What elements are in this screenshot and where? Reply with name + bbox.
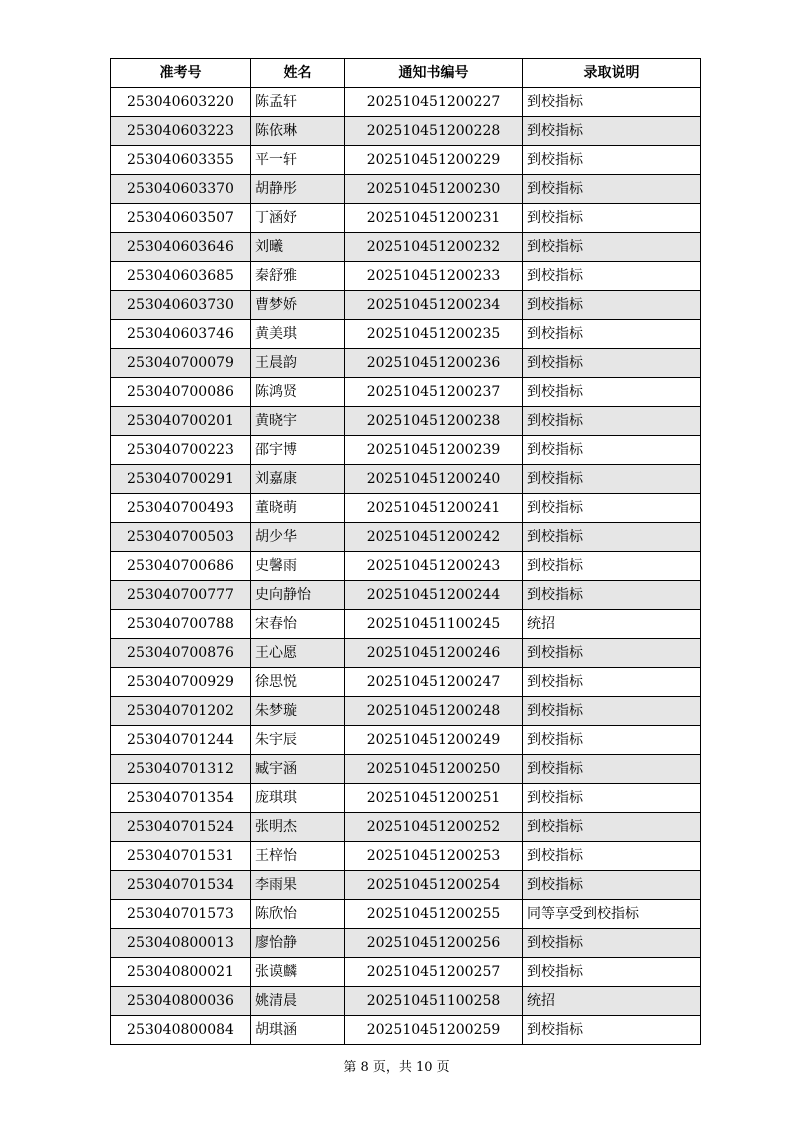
admission-note-cell: 到校指标 <box>523 581 701 610</box>
name-cell: 宋春怡 <box>251 610 345 639</box>
notice-number-cell: 202510451100245 <box>345 610 523 639</box>
name-cell: 史馨雨 <box>251 552 345 581</box>
name-cell: 王梓怡 <box>251 842 345 871</box>
name-cell: 陈依琳 <box>251 117 345 146</box>
notice-number-cell: 202510451200247 <box>345 668 523 697</box>
admission-note-cell: 到校指标 <box>523 378 701 407</box>
admission-note-cell: 到校指标 <box>523 291 701 320</box>
name-cell: 黄晓宇 <box>251 407 345 436</box>
table-row <box>111 697 701 726</box>
name-cell: 邵宇博 <box>251 436 345 465</box>
table-row <box>111 378 701 407</box>
name-cell: 陈孟轩 <box>251 88 345 117</box>
admission-note-cell: 到校指标 <box>523 436 701 465</box>
admission-note-cell: 到校指标 <box>523 494 701 523</box>
notice-number-cell: 202510451200238 <box>345 407 523 436</box>
admission-note-cell: 到校指标 <box>523 88 701 117</box>
name-cell: 姚清晨 <box>251 987 345 1016</box>
exam-id-cell: 253040603223 <box>111 117 251 146</box>
name-cell: 平一轩 <box>251 146 345 175</box>
exam-id-cell: 253040700291 <box>111 465 251 494</box>
admission-note-cell: 到校指标 <box>523 813 701 842</box>
table-row <box>111 175 701 204</box>
table-row <box>111 929 701 958</box>
name-cell: 陈欣怡 <box>251 900 345 929</box>
exam-id-cell: 253040603220 <box>111 88 251 117</box>
table-row <box>111 871 701 900</box>
admission-note-cell: 到校指标 <box>523 552 701 581</box>
table-row <box>111 726 701 755</box>
name-cell: 丁涵妤 <box>251 204 345 233</box>
notice-number-cell: 202510451200233 <box>345 262 523 291</box>
exam-id-cell: 253040603370 <box>111 175 251 204</box>
admission-note-cell: 到校指标 <box>523 320 701 349</box>
notice-number-cell: 202510451200246 <box>345 639 523 668</box>
admission-note-cell: 到校指标 <box>523 668 701 697</box>
table-row <box>111 813 701 842</box>
admission-note-cell: 统招 <box>523 987 701 1016</box>
table-row <box>111 117 701 146</box>
notice-number-cell: 202510451200230 <box>345 175 523 204</box>
table-row <box>111 639 701 668</box>
table-row <box>111 146 701 175</box>
name-cell: 张谟麟 <box>251 958 345 987</box>
admission-note-cell: 到校指标 <box>523 407 701 436</box>
admission-note-cell: 到校指标 <box>523 697 701 726</box>
exam-id-cell: 253040800084 <box>111 1016 251 1045</box>
admission-table <box>110 58 701 1045</box>
name-cell: 胡静彤 <box>251 175 345 204</box>
exam-id-cell: 253040701312 <box>111 755 251 784</box>
table-body <box>111 88 701 1045</box>
table-row <box>111 668 701 697</box>
notice-number-cell: 202510451100258 <box>345 987 523 1016</box>
notice-number-cell: 202510451200231 <box>345 204 523 233</box>
admission-note-cell: 到校指标 <box>523 117 701 146</box>
admission-note-cell: 到校指标 <box>523 349 701 378</box>
table-row <box>111 233 701 262</box>
notice-number-cell: 202510451200252 <box>345 813 523 842</box>
name-cell: 史向静怡 <box>251 581 345 610</box>
notice-number-cell: 202510451200244 <box>345 581 523 610</box>
notice-number-cell: 202510451200239 <box>345 436 523 465</box>
admission-note-cell: 到校指标 <box>523 639 701 668</box>
exam-id-cell: 253040700876 <box>111 639 251 668</box>
exam-id-cell: 253040700086 <box>111 378 251 407</box>
exam-id-cell: 253040700201 <box>111 407 251 436</box>
exam-id-cell: 253040701524 <box>111 813 251 842</box>
table-row <box>111 320 701 349</box>
table-row <box>111 494 701 523</box>
name-cell: 王晨韵 <box>251 349 345 378</box>
notice-number-cell: 202510451200229 <box>345 146 523 175</box>
admission-note-cell: 到校指标 <box>523 262 701 291</box>
exam-id-cell: 253040700929 <box>111 668 251 697</box>
exam-id-cell: 253040701534 <box>111 871 251 900</box>
notice-number-cell: 202510451200232 <box>345 233 523 262</box>
name-cell: 陈鸿贤 <box>251 378 345 407</box>
name-cell: 张明杰 <box>251 813 345 842</box>
table-row <box>111 958 701 987</box>
exam-id-cell: 253040603507 <box>111 204 251 233</box>
table-row <box>111 784 701 813</box>
admission-note-cell: 到校指标 <box>523 1016 701 1045</box>
exam-id-cell: 253040701531 <box>111 842 251 871</box>
header-exam-id: 准考号 <box>111 59 251 88</box>
exam-id-cell: 253040800036 <box>111 987 251 1016</box>
notice-number-cell: 202510451200251 <box>345 784 523 813</box>
notice-number-cell: 202510451200253 <box>345 842 523 871</box>
exam-id-cell: 253040701573 <box>111 900 251 929</box>
admission-note-cell: 到校指标 <box>523 871 701 900</box>
name-cell: 庞琪琪 <box>251 784 345 813</box>
exam-id-cell: 253040701354 <box>111 784 251 813</box>
notice-number-cell: 202510451200228 <box>345 117 523 146</box>
exam-id-cell: 253040700788 <box>111 610 251 639</box>
admission-note-cell: 到校指标 <box>523 784 701 813</box>
notice-number-cell: 202510451200237 <box>345 378 523 407</box>
notice-number-cell: 202510451200255 <box>345 900 523 929</box>
page-footer: 第 8 页，共 10 页 <box>343 1060 450 1075</box>
admission-note-cell: 到校指标 <box>523 204 701 233</box>
table-row <box>111 755 701 784</box>
exam-id-cell: 253040603355 <box>111 146 251 175</box>
admission-note-cell: 同等享受到校指标 <box>523 900 701 929</box>
exam-id-cell: 253040700493 <box>111 494 251 523</box>
table-row <box>111 552 701 581</box>
exam-id-cell: 253040800021 <box>111 958 251 987</box>
admission-note-cell: 到校指标 <box>523 233 701 262</box>
exam-id-cell: 253040603646 <box>111 233 251 262</box>
table-row <box>111 1016 701 1045</box>
notice-number-cell: 202510451200241 <box>345 494 523 523</box>
table-row <box>111 900 701 929</box>
notice-number-cell: 202510451200235 <box>345 320 523 349</box>
table-row <box>111 262 701 291</box>
exam-id-cell: 253040700079 <box>111 349 251 378</box>
exam-id-cell: 253040700503 <box>111 523 251 552</box>
notice-number-cell: 202510451200242 <box>345 523 523 552</box>
exam-id-cell: 253040701244 <box>111 726 251 755</box>
name-cell: 朱梦璇 <box>251 697 345 726</box>
admission-note-cell: 统招 <box>523 610 701 639</box>
name-cell: 徐思悦 <box>251 668 345 697</box>
exam-id-cell: 253040800013 <box>111 929 251 958</box>
notice-number-cell: 202510451200240 <box>345 465 523 494</box>
notice-number-cell: 202510451200236 <box>345 349 523 378</box>
exam-id-cell: 253040700223 <box>111 436 251 465</box>
notice-number-cell: 202510451200234 <box>345 291 523 320</box>
admission-note-cell: 到校指标 <box>523 465 701 494</box>
admission-note-cell: 到校指标 <box>523 958 701 987</box>
name-cell: 胡琪涵 <box>251 1016 345 1045</box>
header-notice-number: 通知书编号 <box>345 59 523 88</box>
table-row <box>111 987 701 1016</box>
exam-id-cell: 253040701202 <box>111 697 251 726</box>
admission-note-cell: 到校指标 <box>523 842 701 871</box>
name-cell: 刘曦 <box>251 233 345 262</box>
name-cell: 胡少华 <box>251 523 345 552</box>
notice-number-cell: 202510451200257 <box>345 958 523 987</box>
notice-number-cell: 202510451200259 <box>345 1016 523 1045</box>
table-row <box>111 291 701 320</box>
name-cell: 刘嘉康 <box>251 465 345 494</box>
name-cell: 廖怡静 <box>251 929 345 958</box>
name-cell: 董晓萌 <box>251 494 345 523</box>
notice-number-cell: 202510451200250 <box>345 755 523 784</box>
admission-note-cell: 到校指标 <box>523 146 701 175</box>
header-admission-note: 录取说明 <box>523 59 701 88</box>
table-row <box>111 407 701 436</box>
notice-number-cell: 202510451200243 <box>345 552 523 581</box>
notice-number-cell: 202510451200248 <box>345 697 523 726</box>
table-row <box>111 204 701 233</box>
table-row <box>111 581 701 610</box>
exam-id-cell: 253040603730 <box>111 291 251 320</box>
admission-note-cell: 到校指标 <box>523 929 701 958</box>
name-cell: 黄美琪 <box>251 320 345 349</box>
exam-id-cell: 253040700686 <box>111 552 251 581</box>
name-cell: 曹梦娇 <box>251 291 345 320</box>
header-name: 姓名 <box>251 59 345 88</box>
table-row <box>111 349 701 378</box>
table-row <box>111 88 701 117</box>
admission-note-cell: 到校指标 <box>523 755 701 784</box>
table-row <box>111 610 701 639</box>
admission-note-cell: 到校指标 <box>523 175 701 204</box>
notice-number-cell: 202510451200256 <box>345 929 523 958</box>
table-row <box>111 523 701 552</box>
table-row <box>111 436 701 465</box>
notice-number-cell: 202510451200254 <box>345 871 523 900</box>
name-cell: 李雨果 <box>251 871 345 900</box>
exam-id-cell: 253040603746 <box>111 320 251 349</box>
name-cell: 王心愿 <box>251 639 345 668</box>
notice-number-cell: 202510451200249 <box>345 726 523 755</box>
admission-note-cell: 到校指标 <box>523 726 701 755</box>
exam-id-cell: 253040603685 <box>111 262 251 291</box>
table-row <box>111 465 701 494</box>
name-cell: 臧宇涵 <box>251 755 345 784</box>
admission-note-cell: 到校指标 <box>523 523 701 552</box>
notice-number-cell: 202510451200227 <box>345 88 523 117</box>
exam-id-cell: 253040700777 <box>111 581 251 610</box>
table-row <box>111 842 701 871</box>
table-header-row <box>111 59 701 88</box>
name-cell: 朱宇辰 <box>251 726 345 755</box>
name-cell: 秦舒雅 <box>251 262 345 291</box>
